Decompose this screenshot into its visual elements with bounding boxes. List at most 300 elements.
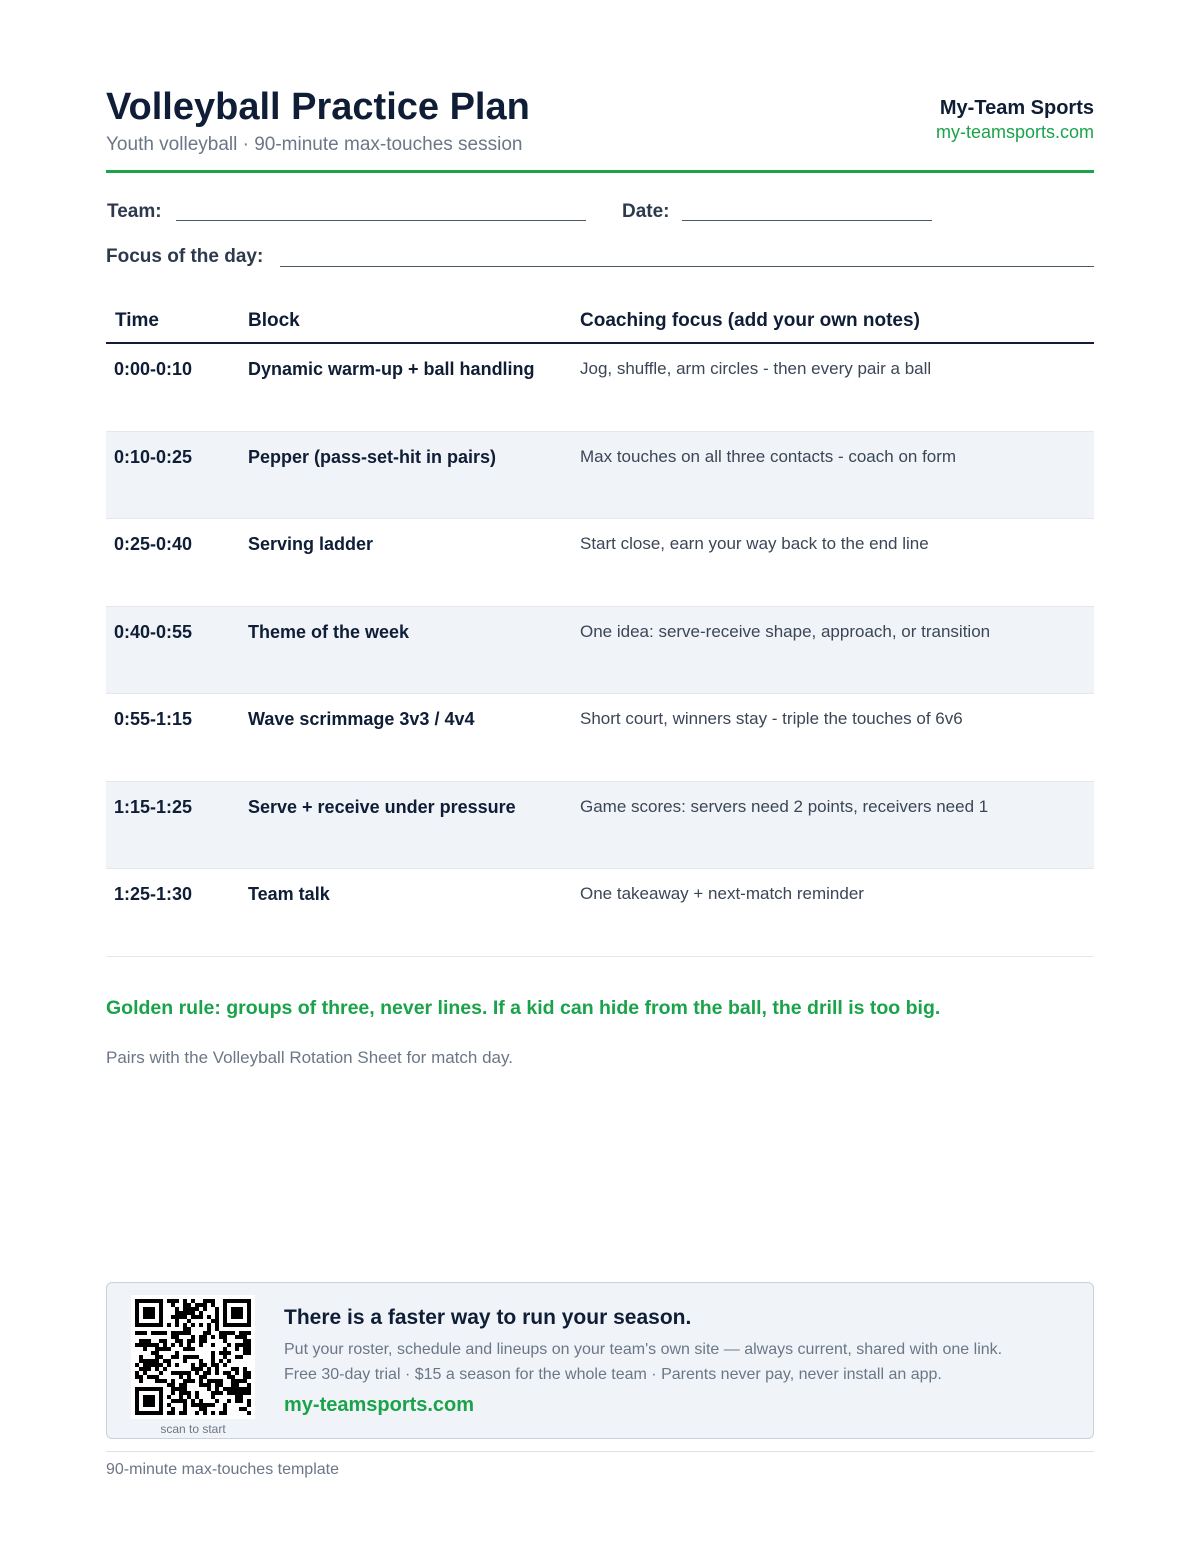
- qr-module: [211, 1363, 215, 1367]
- qr-module: [187, 1327, 191, 1331]
- qr-module: [219, 1335, 223, 1339]
- qr-module: [223, 1339, 227, 1343]
- promo-url-link[interactable]: my-teamsports.com: [284, 1394, 475, 1416]
- qr-module: [227, 1323, 231, 1327]
- qr-module: [215, 1323, 219, 1327]
- qr-module: [167, 1347, 171, 1351]
- team-label: Team:: [107, 201, 162, 222]
- qr-module: [195, 1371, 199, 1375]
- qr-module: [203, 1339, 207, 1343]
- qr-module: [135, 1403, 139, 1407]
- qr-module: [215, 1311, 219, 1315]
- qr-module: [139, 1359, 143, 1363]
- qr-module: [179, 1343, 183, 1347]
- qr-module: [155, 1379, 159, 1383]
- column-header-focus: Coaching focus (add your own notes): [580, 310, 920, 331]
- qr-module: [223, 1331, 227, 1335]
- qr-module: [235, 1347, 239, 1351]
- qr-module: [143, 1315, 147, 1319]
- qr-module: [135, 1319, 139, 1323]
- qr-module: [187, 1331, 191, 1335]
- qr-module: [171, 1399, 175, 1403]
- qr-module: [247, 1391, 251, 1395]
- qr-module: [223, 1335, 227, 1339]
- qr-module: [155, 1331, 159, 1335]
- qr-module: [243, 1407, 247, 1411]
- qr-module: [171, 1407, 175, 1411]
- qr-module: [223, 1351, 227, 1355]
- qr-module: [147, 1395, 151, 1399]
- brand-url-link[interactable]: my-teamsports.com: [935, 122, 1094, 142]
- qr-module: [207, 1387, 211, 1391]
- qr-module: [187, 1355, 191, 1359]
- qr-module: [223, 1411, 227, 1415]
- qr-module: [143, 1307, 147, 1311]
- qr-module: [151, 1351, 155, 1355]
- qr-module: [243, 1367, 247, 1371]
- qr-module: [155, 1359, 159, 1363]
- qr-module: [239, 1379, 243, 1383]
- qr-module: [151, 1359, 155, 1363]
- qr-module: [235, 1395, 239, 1399]
- qr-module: [159, 1303, 163, 1307]
- qr-module: [219, 1383, 223, 1387]
- qr-module: [147, 1323, 151, 1327]
- qr-module: [151, 1343, 155, 1347]
- qr-module: [199, 1379, 203, 1383]
- qr-module: [215, 1315, 219, 1319]
- qr-module: [187, 1375, 191, 1379]
- qr-module: [211, 1335, 215, 1339]
- qr-module: [239, 1387, 243, 1391]
- qr-module: [223, 1299, 227, 1303]
- qr-module: [231, 1383, 235, 1387]
- qr-module: [227, 1387, 231, 1391]
- qr-module: [243, 1351, 247, 1355]
- row-focus: One takeaway + next-match reminder: [580, 884, 864, 903]
- qr-module: [151, 1331, 155, 1335]
- qr-module: [203, 1363, 207, 1367]
- date-field[interactable]: [682, 220, 932, 221]
- qr-module: [175, 1363, 179, 1367]
- promo-title: There is a faster way to run your season.: [284, 1306, 692, 1329]
- qr-module: [215, 1399, 219, 1403]
- qr-module: [243, 1339, 247, 1343]
- qr-module: [163, 1331, 167, 1335]
- qr-module: [219, 1351, 223, 1355]
- table-header: [106, 298, 1094, 344]
- qr-module: [195, 1307, 199, 1311]
- qr-module: [215, 1327, 219, 1331]
- qr-module: [147, 1307, 151, 1311]
- qr-module: [199, 1311, 203, 1315]
- qr-module: [155, 1363, 159, 1367]
- qr-module: [171, 1379, 175, 1383]
- qr-module: [199, 1359, 203, 1363]
- qr-module: [215, 1319, 219, 1323]
- qr-module: [183, 1387, 187, 1391]
- qr-module: [143, 1367, 147, 1371]
- qr-module: [203, 1411, 207, 1415]
- qr-module: [147, 1315, 151, 1319]
- qr-module: [179, 1399, 183, 1403]
- footer-divider: [106, 1451, 1094, 1452]
- qr-module: [139, 1355, 143, 1359]
- qr-module: [155, 1367, 159, 1371]
- qr-module: [167, 1411, 171, 1415]
- qr-module: [147, 1387, 151, 1391]
- qr-module: [171, 1371, 175, 1375]
- qr-module: [231, 1299, 235, 1303]
- row-block: Dynamic warm-up + ball handling: [248, 359, 535, 379]
- qr-module: [195, 1391, 199, 1395]
- qr-module: [139, 1387, 143, 1391]
- table-row: [106, 432, 1094, 520]
- qr-module: [155, 1355, 159, 1359]
- qr-module: [243, 1343, 247, 1347]
- qr-module: [199, 1335, 203, 1339]
- qr-module: [223, 1387, 227, 1391]
- table-row: [106, 782, 1094, 870]
- qr-module: [163, 1379, 167, 1383]
- qr-module: [191, 1363, 195, 1367]
- qr-module: [215, 1371, 219, 1375]
- qr-module: [195, 1367, 199, 1371]
- promo-box: [106, 1282, 1094, 1439]
- qr-module: [199, 1367, 203, 1371]
- qr-module: [175, 1323, 179, 1327]
- qr-module: [187, 1307, 191, 1311]
- qr-module: [151, 1395, 155, 1399]
- qr-module: [239, 1395, 243, 1399]
- qr-module: [223, 1355, 227, 1359]
- qr-module: [183, 1383, 187, 1387]
- qr-module: [151, 1315, 155, 1319]
- qr-code-graphic: [135, 1299, 251, 1415]
- qr-module: [211, 1359, 215, 1363]
- qr-module: [211, 1319, 215, 1323]
- qr-module: [187, 1391, 191, 1395]
- qr-module: [147, 1399, 151, 1403]
- qr-module: [247, 1387, 251, 1391]
- qr-module: [243, 1323, 247, 1327]
- qr-module: [243, 1335, 247, 1339]
- qr-module: [247, 1343, 251, 1347]
- qr-module: [211, 1391, 215, 1395]
- qr-module: [239, 1391, 243, 1395]
- qr-module: [239, 1335, 243, 1339]
- qr-module: [171, 1315, 175, 1319]
- qr-module: [175, 1335, 179, 1339]
- row-focus: Game scores: servers need 2 points, receivers need 1: [580, 796, 989, 816]
- qr-module: [183, 1307, 187, 1311]
- qr-module: [179, 1371, 183, 1375]
- qr-module: [191, 1335, 195, 1339]
- qr-module: [179, 1383, 183, 1387]
- qr-module: [207, 1371, 211, 1375]
- qr-module: [187, 1311, 191, 1315]
- qr-module: [207, 1331, 211, 1335]
- page-header: [106, 84, 1094, 174]
- qr-module: [143, 1403, 147, 1407]
- qr-module: [227, 1299, 231, 1303]
- header-divider: [106, 170, 1094, 173]
- qr-module: [151, 1399, 155, 1403]
- row-block: Wave scrimmage 3v3 / 4v4: [248, 709, 475, 729]
- qr-module: [207, 1367, 211, 1371]
- focus-label: Focus of the day:: [106, 246, 264, 267]
- qr-module: [187, 1343, 191, 1347]
- qr-module: [235, 1299, 239, 1303]
- qr-module: [159, 1307, 163, 1311]
- qr-module: [151, 1307, 155, 1311]
- qr-module: [199, 1383, 203, 1387]
- qr-code-icon[interactable]: [131, 1295, 255, 1419]
- row-time: 0:40-0:55: [114, 621, 193, 642]
- qr-module: [223, 1363, 227, 1367]
- qr-module: [135, 1323, 139, 1327]
- qr-module: [191, 1339, 195, 1343]
- qr-module: [195, 1303, 199, 1307]
- qr-module: [211, 1403, 215, 1407]
- qr-module: [135, 1331, 139, 1335]
- qr-module: [175, 1307, 179, 1311]
- qr-module: [159, 1339, 163, 1343]
- qr-module: [171, 1411, 175, 1415]
- qr-module: [143, 1299, 147, 1303]
- qr-module: [179, 1315, 183, 1319]
- qr-module: [207, 1379, 211, 1383]
- qr-module: [211, 1351, 215, 1355]
- promo-description: Put your roster, schedule and lineups on your team's own site — always current, shared with one link.: [284, 1341, 1003, 1358]
- qr-module: [159, 1387, 163, 1391]
- qr-module: [171, 1387, 175, 1391]
- qr-module: [243, 1387, 247, 1391]
- qr-module: [135, 1387, 139, 1391]
- table-row: [106, 869, 1094, 957]
- qr-module: [243, 1375, 247, 1379]
- qr-module: [143, 1323, 147, 1327]
- qr-module: [163, 1339, 167, 1343]
- qr-module: [179, 1395, 183, 1399]
- qr-module: [231, 1375, 235, 1379]
- qr-module: [135, 1363, 139, 1367]
- date-label: Date:: [622, 201, 670, 222]
- qr-module: [195, 1355, 199, 1359]
- qr-module: [247, 1403, 251, 1407]
- qr-module: [151, 1323, 155, 1327]
- qr-module: [231, 1379, 235, 1383]
- qr-module: [135, 1399, 139, 1403]
- qr-module: [151, 1387, 155, 1391]
- row-focus: One idea: serve-receive shape, approach, or transition: [580, 621, 991, 641]
- qr-module: [223, 1347, 227, 1351]
- qr-module: [223, 1319, 227, 1323]
- qr-module: [219, 1379, 223, 1383]
- qr-module: [199, 1403, 203, 1407]
- qr-module: [203, 1371, 207, 1375]
- focus-field[interactable]: [280, 266, 1094, 267]
- qr-module: [183, 1355, 187, 1359]
- brand-name: My-Team Sports: [939, 97, 1094, 119]
- qr-module: [155, 1375, 159, 1379]
- qr-module: [211, 1355, 215, 1359]
- qr-module: [235, 1391, 239, 1395]
- qr-module: [175, 1355, 179, 1359]
- qr-module: [239, 1407, 243, 1411]
- qr-module: [239, 1307, 243, 1311]
- qr-module: [243, 1379, 247, 1383]
- qr-module: [231, 1387, 235, 1391]
- qr-module: [191, 1355, 195, 1359]
- qr-module: [239, 1311, 243, 1315]
- qr-module: [135, 1395, 139, 1399]
- qr-module: [179, 1391, 183, 1395]
- qr-module: [199, 1315, 203, 1319]
- page-subtitle: Youth volleyball · 90-minute max-touches session: [106, 134, 523, 155]
- qr-module: [135, 1311, 139, 1315]
- qr-module: [223, 1315, 227, 1319]
- qr-module: [227, 1391, 231, 1395]
- qr-module: [143, 1387, 147, 1391]
- qr-module: [199, 1303, 203, 1307]
- qr-module: [211, 1411, 215, 1415]
- qr-module: [139, 1299, 143, 1303]
- qr-module: [199, 1407, 203, 1411]
- qr-module: [203, 1383, 207, 1387]
- row-focus: Max touches on all three contacts - coach on form: [580, 446, 957, 466]
- qr-module: [139, 1323, 143, 1327]
- qr-module: [175, 1331, 179, 1335]
- row-time: 0:25-0:40: [114, 534, 193, 554]
- qr-module: [215, 1363, 219, 1367]
- qr-module: [167, 1363, 171, 1367]
- qr-module: [231, 1331, 235, 1335]
- qr-module: [135, 1303, 139, 1307]
- qr-module: [207, 1383, 211, 1387]
- qr-module: [247, 1371, 251, 1375]
- qr-module: [231, 1323, 235, 1327]
- qr-module: [191, 1367, 195, 1371]
- qr-module: [235, 1387, 239, 1391]
- qr-module: [167, 1395, 171, 1399]
- qr-module: [135, 1375, 139, 1379]
- qr-module: [143, 1339, 147, 1343]
- qr-module: [175, 1371, 179, 1375]
- qr-module: [135, 1315, 139, 1319]
- qr-module: [171, 1355, 175, 1359]
- qr-module: [211, 1395, 215, 1399]
- qr-module: [183, 1359, 187, 1363]
- qr-module: [155, 1343, 159, 1347]
- qr-module: [239, 1399, 243, 1403]
- qr-module: [199, 1323, 203, 1327]
- qr-caption: scan to start: [160, 1422, 226, 1436]
- qr-module: [207, 1327, 211, 1331]
- qr-module: [147, 1311, 151, 1315]
- qr-module: [159, 1407, 163, 1411]
- qr-module: [219, 1359, 223, 1363]
- qr-module: [175, 1399, 179, 1403]
- qr-module: [231, 1391, 235, 1395]
- qr-module: [179, 1387, 183, 1391]
- qr-module: [159, 1411, 163, 1415]
- qr-module: [203, 1407, 207, 1411]
- qr-module: [219, 1391, 223, 1395]
- qr-module: [239, 1323, 243, 1327]
- qr-module: [183, 1311, 187, 1315]
- qr-module: [143, 1331, 147, 1335]
- row-block: Team talk: [248, 884, 330, 904]
- qr-module: [179, 1411, 183, 1415]
- qr-module: [171, 1335, 175, 1339]
- qr-module: [231, 1311, 235, 1315]
- qr-module: [231, 1315, 235, 1319]
- qr-module: [227, 1371, 231, 1375]
- qr-module: [227, 1351, 231, 1355]
- qr-module: [195, 1395, 199, 1399]
- table-row: [106, 344, 1094, 432]
- qr-module: [183, 1303, 187, 1307]
- qr-module: [219, 1331, 223, 1335]
- qr-module: [143, 1363, 147, 1367]
- qr-module: [215, 1387, 219, 1391]
- qr-module: [223, 1323, 227, 1327]
- qr-module: [175, 1299, 179, 1303]
- qr-module: [171, 1303, 175, 1307]
- qr-module: [211, 1343, 215, 1347]
- qr-module: [199, 1339, 203, 1343]
- team-field[interactable]: [176, 220, 586, 221]
- qr-module: [163, 1343, 167, 1347]
- qr-module: [235, 1399, 239, 1403]
- qr-module: [207, 1315, 211, 1319]
- qr-module: [175, 1351, 179, 1355]
- qr-module: [159, 1331, 163, 1335]
- qr-module: [227, 1331, 231, 1335]
- qr-module: [203, 1299, 207, 1303]
- qr-module: [143, 1311, 147, 1315]
- qr-module: [199, 1343, 203, 1347]
- qr-module: [247, 1299, 251, 1303]
- qr-module: [247, 1411, 251, 1415]
- qr-module: [147, 1403, 151, 1407]
- table-row: [106, 519, 1094, 607]
- qr-module: [163, 1359, 167, 1363]
- qr-module: [183, 1399, 187, 1403]
- qr-module: [247, 1351, 251, 1355]
- qr-module: [247, 1339, 251, 1343]
- qr-module: [155, 1387, 159, 1391]
- qr-module: [135, 1407, 139, 1411]
- qr-module: [143, 1343, 147, 1347]
- qr-module: [159, 1315, 163, 1319]
- schedule-table: [106, 344, 1094, 957]
- qr-module: [175, 1387, 179, 1391]
- qr-module: [203, 1375, 207, 1379]
- qr-module: [183, 1391, 187, 1395]
- qr-module: [235, 1323, 239, 1327]
- qr-module: [235, 1307, 239, 1311]
- qr-module: [151, 1375, 155, 1379]
- qr-module: [247, 1319, 251, 1323]
- qr-module: [187, 1347, 191, 1351]
- qr-module: [179, 1375, 183, 1379]
- qr-module: [247, 1375, 251, 1379]
- qr-module: [235, 1379, 239, 1383]
- qr-module: [215, 1367, 219, 1371]
- qr-module: [167, 1359, 171, 1363]
